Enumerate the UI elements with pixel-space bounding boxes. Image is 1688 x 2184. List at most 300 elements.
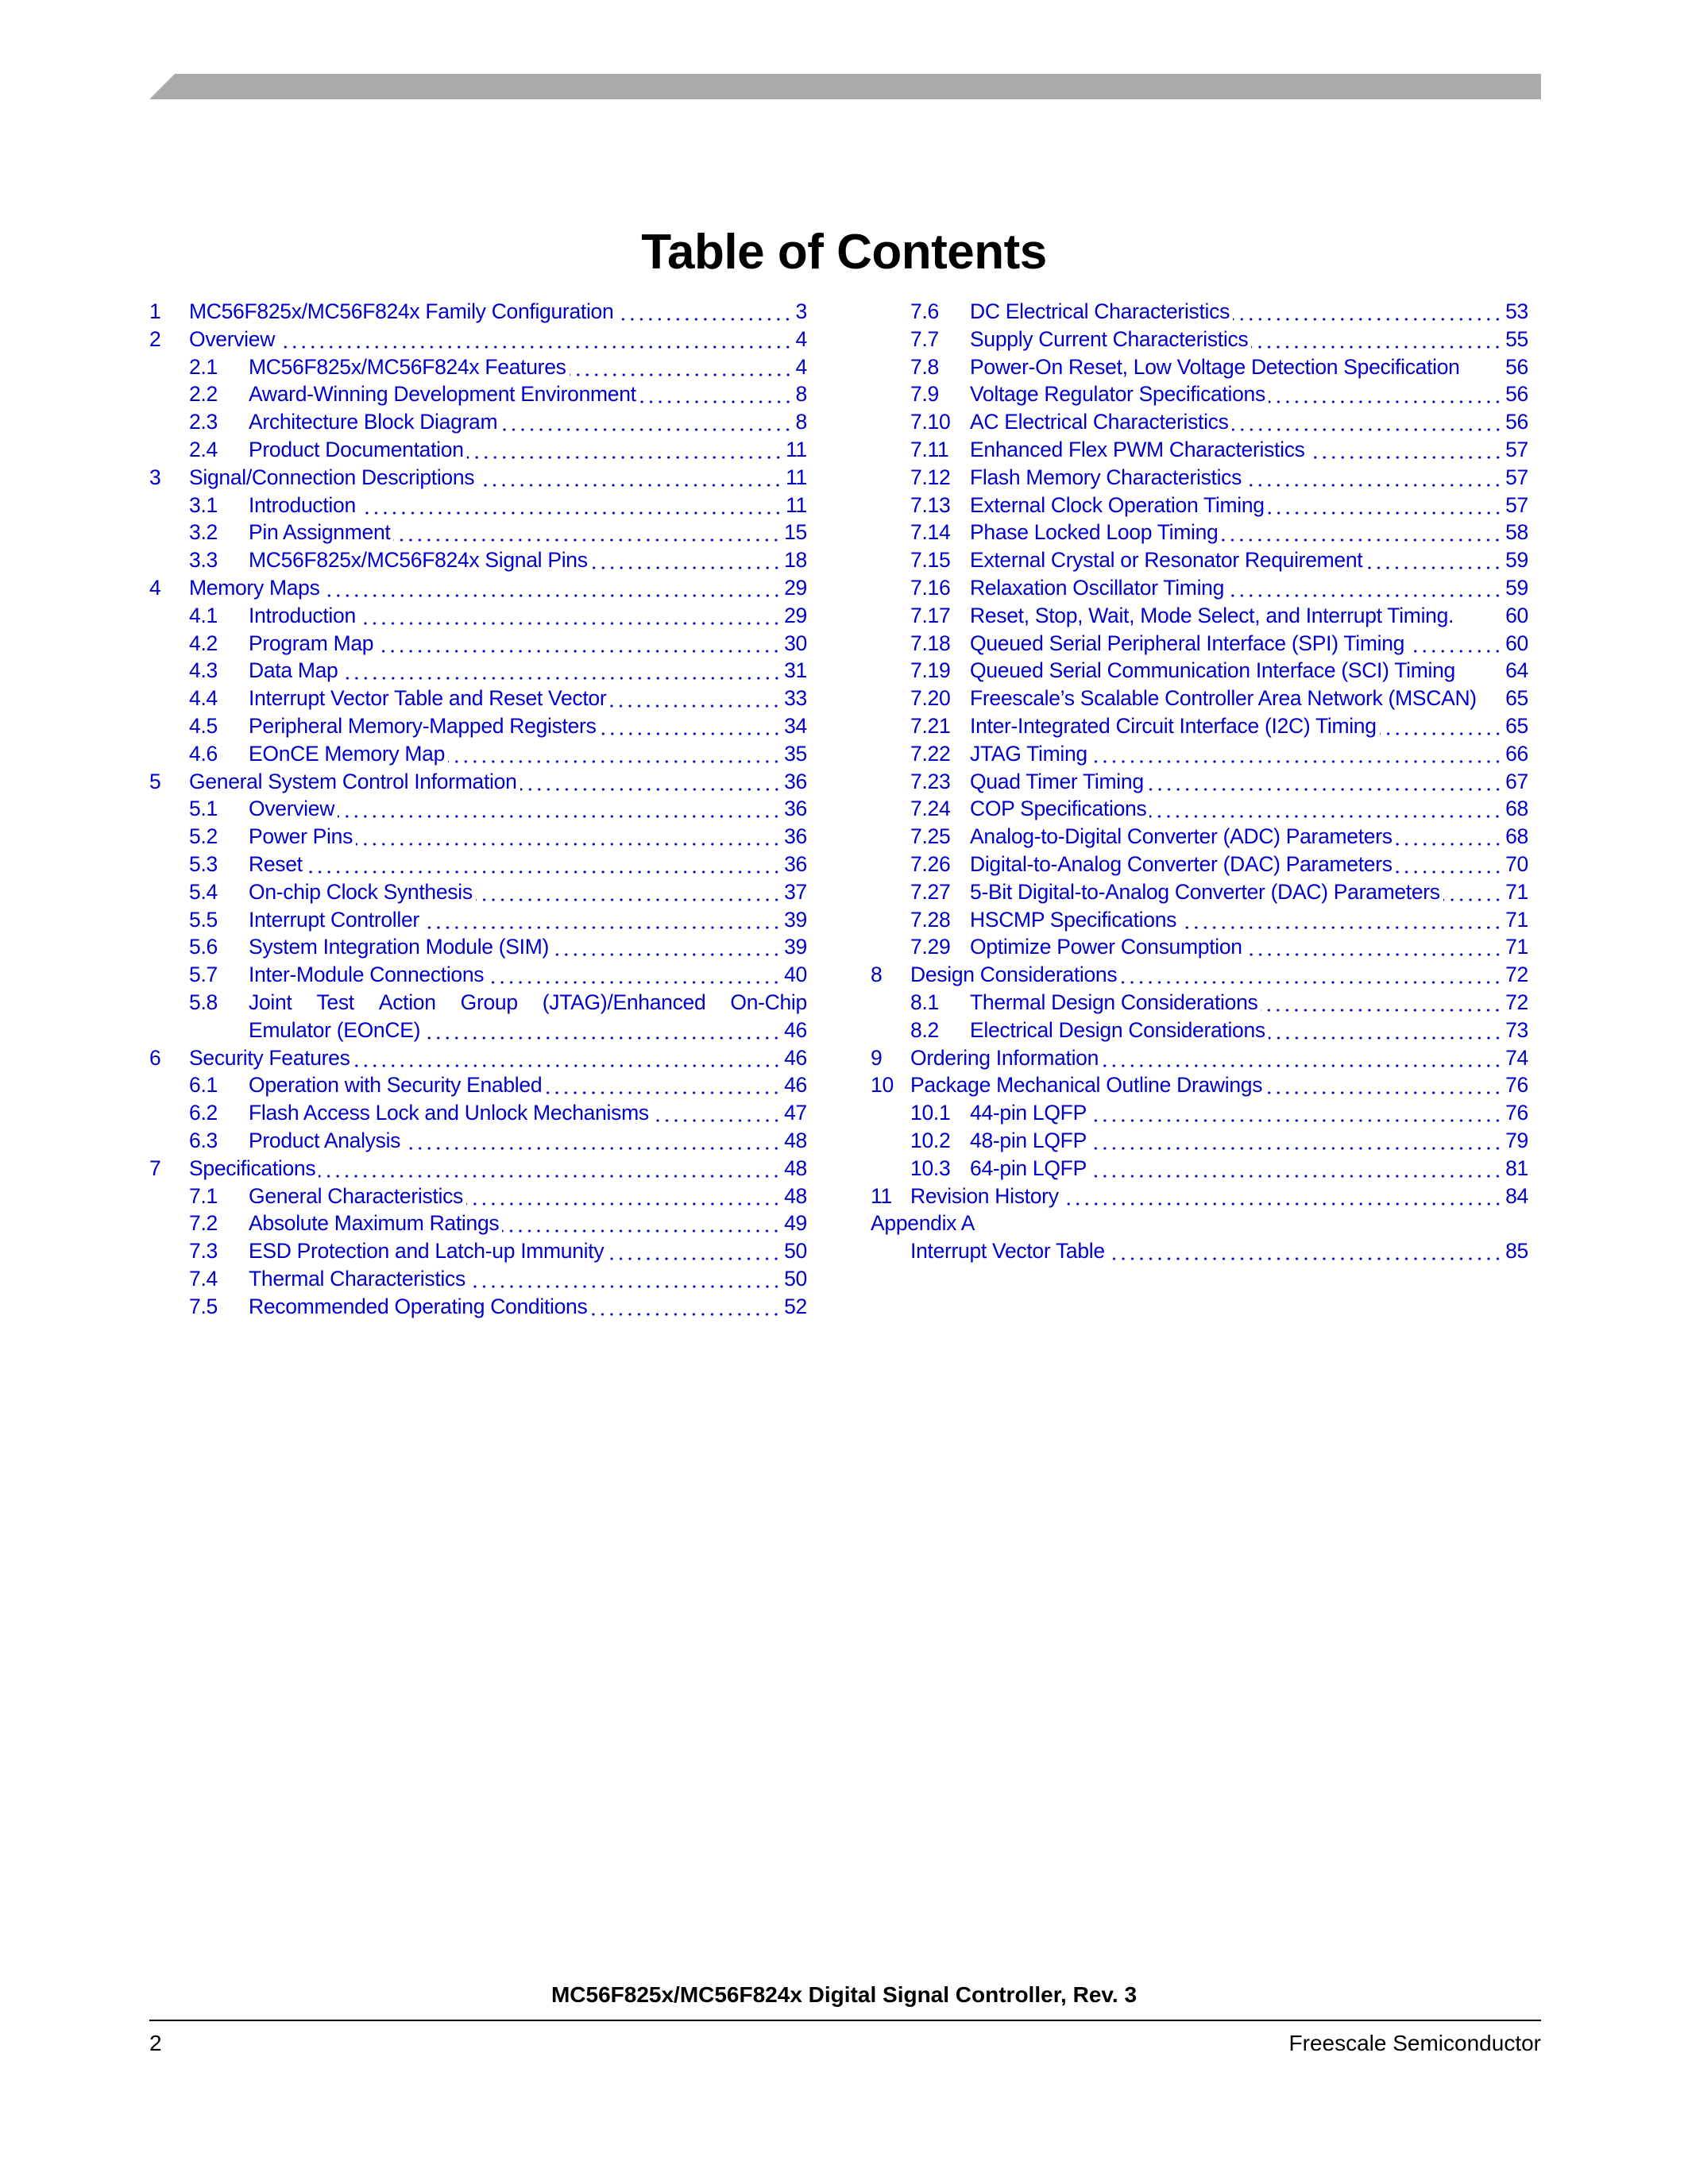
toc-entry-title: Memory Maps <box>189 575 320 600</box>
toc-entry-link[interactable] <box>970 933 1528 961</box>
toc-entry[interactable] <box>871 298 1528 326</box>
toc-entry-page: 60 <box>1505 631 1528 655</box>
toc-entry-link[interactable] <box>970 602 1528 630</box>
toc-entry-title: Introduction <box>249 603 356 627</box>
toc-entry-page: 58 <box>1505 520 1528 545</box>
toc-entry-word: Joint <box>249 990 292 1014</box>
toc-entry-number: 7.7 <box>910 326 939 351</box>
toc-entry-link[interactable] <box>970 326 1528 353</box>
toc-entry-link[interactable] <box>249 851 807 878</box>
toc-entry-link[interactable] <box>970 657 1528 685</box>
toc-entry-number: 4.3 <box>189 658 218 683</box>
toc-entry[interactable] <box>149 630 807 658</box>
header-bar <box>149 74 1541 99</box>
toc-entry[interactable] <box>149 1183 807 1210</box>
toc-entry-link[interactable] <box>910 1071 1528 1099</box>
toc-entry-link[interactable] <box>249 436 807 464</box>
toc-entry-number: 7.27 <box>910 879 951 904</box>
footer-divider <box>149 2020 1541 2021</box>
toc-entry[interactable] <box>871 851 1528 878</box>
toc-entry-link[interactable] <box>970 906 1528 934</box>
toc-entry-number: 5.1 <box>189 797 218 821</box>
dot-leader <box>477 464 782 492</box>
toc-entry-page: 39 <box>784 907 807 932</box>
toc-entry-title: Design Considerations <box>910 963 1118 987</box>
toc-entry-link[interactable] <box>970 740 1528 768</box>
toc-entry-page: 36 <box>784 851 807 876</box>
toc-entry-title: DC Electrical Characteristics <box>970 299 1230 323</box>
toc-entry[interactable] <box>871 408 1528 436</box>
toc-entry[interactable] <box>871 519 1528 546</box>
toc-entry[interactable] <box>149 1044 807 1072</box>
toc-entry-link[interactable] <box>249 1293 807 1321</box>
toc-entry[interactable] <box>871 933 1528 961</box>
toc-entry[interactable] <box>149 878 807 906</box>
toc-entry-link[interactable] <box>249 1017 807 1044</box>
toc-entry[interactable] <box>149 492 807 519</box>
dot-leader <box>423 1017 781 1044</box>
toc-entry-page: 57 <box>1505 492 1528 517</box>
toc-entry[interactable] <box>871 823 1528 851</box>
toc-entry-link[interactable] <box>970 408 1528 436</box>
toc-entry[interactable] <box>871 1237 1528 1265</box>
toc-entry-link[interactable] <box>970 630 1528 658</box>
toc-entry-link[interactable] <box>249 823 807 851</box>
toc-entry[interactable] <box>871 630 1528 658</box>
toc-entry-number: 5 <box>149 769 161 793</box>
dot-leader <box>1062 1183 1502 1210</box>
toc-entry[interactable] <box>149 464 807 492</box>
toc-entry-title: General System Control Information <box>189 769 517 793</box>
toc-entry-link[interactable] <box>249 989 807 1017</box>
toc-entry[interactable] <box>149 1293 807 1321</box>
toc-entry[interactable] <box>149 1265 807 1293</box>
toc-entry-link[interactable] <box>970 380 1528 408</box>
dot-leader <box>520 768 782 796</box>
toc-entry-page: 11 <box>786 437 807 461</box>
dot-leader <box>448 740 781 768</box>
toc-entry-link[interactable] <box>249 1099 807 1127</box>
toc-entry-link[interactable] <box>910 1044 1528 1072</box>
toc-entry-page: 50 <box>784 1239 807 1264</box>
toc-entry-page: 73 <box>1505 1017 1528 1042</box>
toc-entry[interactable] <box>871 906 1528 934</box>
toc-entry-number: 5.3 <box>189 851 218 876</box>
toc-entry-title: MC56F825x/MC56F824x Signal Pins <box>249 548 588 573</box>
toc-entry[interactable] <box>149 574 807 602</box>
toc-entry-title: Reset <box>249 851 303 876</box>
toc-entry-number: 5.5 <box>189 907 218 932</box>
toc-entry-number: 7.9 <box>910 382 939 407</box>
dot-leader <box>1090 1127 1502 1155</box>
toc-entry-page: 46 <box>784 1017 807 1042</box>
toc-entry-number: 7.25 <box>910 824 951 849</box>
toc-entry[interactable] <box>149 1127 807 1155</box>
dot-leader <box>1090 1155 1502 1183</box>
toc-entry-link[interactable] <box>189 1155 807 1183</box>
toc-entry-link[interactable] <box>970 795 1528 823</box>
dot-leader <box>306 851 781 878</box>
toc-entry[interactable] <box>871 436 1528 464</box>
toc-entry-title: MC56F825x/MC56F824x Features <box>249 354 566 379</box>
toc-entry-link[interactable] <box>249 1237 807 1265</box>
toc-entry-link[interactable] <box>249 630 807 658</box>
toc-entry-link[interactable] <box>249 546 807 574</box>
toc-entry-link[interactable] <box>249 933 807 961</box>
toc-entry[interactable] <box>871 1017 1528 1044</box>
toc-entry-word: Test <box>316 990 354 1014</box>
toc-entry[interactable] <box>149 519 807 546</box>
toc-entry-title: System Integration Module (SIM) <box>249 935 550 959</box>
toc-entry-number: 4 <box>149 575 161 600</box>
toc-entry-title: Overview <box>249 797 335 821</box>
toc-entry-page: 47 <box>784 1101 807 1125</box>
toc-entry-number: 11 <box>871 1183 892 1208</box>
toc-entry-link[interactable] <box>249 1265 807 1293</box>
toc-entry[interactable] <box>149 657 807 685</box>
toc-entry-title: Thermal Design Considerations <box>970 990 1258 1014</box>
toc-entry[interactable] <box>871 795 1528 823</box>
toc-entry-title: External Crystal or Resonator Requirement <box>970 548 1363 573</box>
toc-entry-number: 7.21 <box>910 713 951 738</box>
toc-entry[interactable] <box>149 546 807 574</box>
toc-entry[interactable] <box>871 740 1528 768</box>
toc-entry-number: 4.1 <box>189 603 218 627</box>
toc-entry-page: 76 <box>1505 1073 1528 1098</box>
toc-entry-number: 3 <box>149 465 161 489</box>
toc-entry-link[interactable] <box>249 1071 807 1099</box>
dot-leader <box>1180 906 1502 934</box>
toc-entry[interactable] <box>149 933 807 961</box>
toc-entry[interactable] <box>149 1155 807 1183</box>
toc-entry[interactable] <box>871 492 1528 519</box>
toc-entry-title: Ordering Information <box>910 1045 1099 1070</box>
toc-entry[interactable] <box>871 1127 1528 1155</box>
toc-entry-link[interactable] <box>970 574 1528 602</box>
dot-leader <box>1149 795 1502 823</box>
dot-leader <box>609 685 781 712</box>
toc-entry[interactable] <box>149 685 807 712</box>
dot-leader <box>377 630 781 658</box>
toc-entry-title: Optimize Power Consumption <box>970 935 1242 959</box>
toc-entry-link[interactable] <box>970 519 1528 546</box>
toc-entry-page: 76 <box>1505 1101 1528 1125</box>
toc-entry-link[interactable] <box>970 712 1528 740</box>
toc-entry-link[interactable] <box>970 823 1528 851</box>
dot-leader <box>1408 630 1502 658</box>
toc-entry[interactable] <box>149 353 807 381</box>
toc-entry-number: 7.11 <box>910 437 949 461</box>
toc-entry-link[interactable] <box>910 1183 1528 1210</box>
dot-leader <box>393 519 781 546</box>
dot-leader <box>570 353 793 381</box>
toc-entry-link[interactable] <box>249 712 807 740</box>
toc-entry-page: 72 <box>1505 990 1528 1014</box>
toc-entry[interactable] <box>149 989 807 1017</box>
toc-entry-link[interactable] <box>970 1155 1528 1183</box>
toc-entry-link[interactable] <box>189 768 807 796</box>
toc-entry-number: 5.8 <box>189 990 218 1014</box>
toc-entry-link[interactable] <box>910 1237 1528 1265</box>
toc-entry-page: 56 <box>1505 354 1528 379</box>
toc-entry-link[interactable] <box>970 353 1528 381</box>
footer-company: Freescale Semiconductor <box>1288 2031 1541 2055</box>
toc-entry-number: 10 <box>871 1073 894 1098</box>
toc-entry-number: 3.1 <box>189 492 218 517</box>
toc-entry[interactable] <box>871 878 1528 906</box>
toc-entry-link[interactable] <box>970 436 1528 464</box>
toc-entry-link[interactable] <box>189 574 807 602</box>
toc-right-column <box>871 298 1528 1265</box>
toc-entry-link[interactable] <box>970 1099 1528 1127</box>
dot-leader <box>545 1071 781 1099</box>
toc-entry-page: 18 <box>784 548 807 573</box>
toc-entry-page: 74 <box>1505 1045 1528 1070</box>
toc-entry-page: 85 <box>1505 1239 1528 1264</box>
toc-entry-page: 4 <box>795 326 807 351</box>
toc-entry[interactable] <box>149 1237 807 1265</box>
toc-entry-page: 64 <box>1505 658 1528 683</box>
toc-entry-title: Reset, Stop, Wait, Mode Select, and Interrupt Timing. <box>970 603 1454 627</box>
toc-entry[interactable] <box>871 1044 1528 1072</box>
toc-entry-number: 7.2 <box>189 1211 218 1236</box>
toc-entry[interactable] <box>871 353 1528 381</box>
toc-entry[interactable] <box>871 1155 1528 1183</box>
toc-entry-link[interactable] <box>970 989 1528 1017</box>
toc-entry-link[interactable] <box>910 961 1528 989</box>
toc-entry-title: Security Features <box>189 1045 350 1070</box>
toc-entry-title: Architecture Block Diagram <box>249 410 498 434</box>
toc-entry-page: 71 <box>1505 907 1528 932</box>
toc-entry-title: MC56F825x/MC56F824x Family Configuration <box>189 299 614 323</box>
toc-entry-number: 3.3 <box>189 548 218 573</box>
toc-entry-page: 46 <box>784 1045 807 1070</box>
toc-entry-page: 81 <box>1505 1156 1528 1180</box>
toc-entry[interactable] <box>149 740 807 768</box>
toc-entry-title: HSCMP Specifications <box>970 907 1177 932</box>
toc-entry-link[interactable] <box>249 685 807 712</box>
toc-entry[interactable] <box>871 326 1528 353</box>
toc-entry-number: 7.16 <box>910 575 951 600</box>
toc-entry[interactable] <box>871 464 1528 492</box>
toc-entry[interactable] <box>149 823 807 851</box>
toc-entry[interactable] <box>871 602 1528 630</box>
toc-entry-number: 7.8 <box>910 354 939 379</box>
toc-entry-page: 15 <box>784 520 807 545</box>
toc-entry-number: 7.12 <box>910 465 951 489</box>
toc-entry-page: 59 <box>1505 575 1528 600</box>
toc-entry-page: 56 <box>1505 382 1528 407</box>
dot-leader <box>1251 326 1502 353</box>
toc-entry[interactable] <box>149 768 807 796</box>
dot-leader <box>1246 933 1502 961</box>
toc-entry-title: Introduction <box>249 492 356 517</box>
toc-entry[interactable] <box>149 712 807 740</box>
toc-entry-title: ESD Protection and Latch-up Immunity <box>249 1239 605 1264</box>
dot-leader <box>356 823 781 851</box>
toc-entry-title: Emulator (EOnCE) <box>249 1017 421 1042</box>
toc-entry-page: 59 <box>1505 548 1528 573</box>
toc-entry[interactable] <box>149 602 807 630</box>
toc-entry-link[interactable] <box>249 353 807 381</box>
toc-entry-number: 4.2 <box>189 631 218 655</box>
toc-entry-number: 7.3 <box>189 1239 218 1264</box>
toc-entry[interactable] <box>871 989 1528 1017</box>
toc-entry-number: 6.1 <box>189 1073 218 1098</box>
toc-entry-page: 50 <box>784 1266 807 1291</box>
toc-entry[interactable] <box>871 574 1528 602</box>
dot-leader <box>423 906 781 934</box>
toc-entry-link[interactable] <box>970 492 1528 519</box>
toc-entry-link[interactable] <box>249 657 807 685</box>
toc-entry[interactable] <box>149 298 807 326</box>
toc-entry[interactable] <box>149 795 807 823</box>
toc-entry[interactable] <box>871 1071 1528 1099</box>
toc-entry-page: 57 <box>1505 437 1528 461</box>
dot-leader <box>652 1099 781 1127</box>
dot-leader <box>487 961 781 989</box>
toc-entry[interactable] <box>871 380 1528 408</box>
toc-entry-title: Digital-to-Analog Converter (DAC) Parameters <box>970 851 1393 876</box>
toc-entry-link[interactable] <box>249 878 807 906</box>
toc-entry-page: 60 <box>1505 603 1528 627</box>
toc-entry-link[interactable] <box>249 795 807 823</box>
toc-entry-title: Award-Winning Development Environment <box>249 382 636 407</box>
toc-entry-link[interactable] <box>249 602 807 630</box>
toc-entry[interactable] <box>149 326 807 353</box>
toc-entry[interactable] <box>149 1071 807 1099</box>
toc-entry-title: Inter-Module Connections <box>249 963 485 987</box>
toc-entry-title: JTAG Timing <box>970 741 1087 766</box>
toc-entry-link[interactable] <box>249 1210 807 1237</box>
dot-leader <box>338 795 781 823</box>
toc-entry[interactable] <box>149 851 807 878</box>
toc-entry-title: Package Mechanical Outline Drawings <box>910 1073 1263 1098</box>
toc-entry[interactable] <box>871 685 1528 712</box>
toc-entry-title: Phase Locked Loop Timing <box>970 520 1219 545</box>
toc-entry-number: 5.4 <box>189 879 218 904</box>
toc-entry-title: Power-On Reset, Low Voltage Detection Specification <box>970 354 1460 379</box>
toc-entry-link[interactable] <box>189 1044 807 1072</box>
dot-leader <box>1261 989 1502 1017</box>
toc-entry-link[interactable] <box>189 464 807 492</box>
dot-leader <box>476 878 781 906</box>
dot-leader <box>500 408 792 436</box>
dot-leader <box>1147 768 1502 796</box>
toc-entry-title: Freescale’s Scalable Controller Area Network (MSCAN) <box>970 686 1477 711</box>
dot-leader <box>616 298 792 326</box>
toc-entry[interactable] <box>149 961 807 989</box>
dot-leader <box>1102 1044 1502 1072</box>
toc-entry[interactable] <box>871 1210 1528 1237</box>
toc-entry[interactable] <box>871 657 1528 685</box>
toc-entry[interactable] <box>871 1183 1528 1210</box>
toc-entry-link[interactable] <box>970 851 1528 878</box>
toc-entry-link[interactable] <box>249 519 807 546</box>
dot-leader <box>1396 851 1502 878</box>
toc-entry-title: AC Electrical Characteristics <box>970 410 1229 434</box>
toc-entry-link[interactable] <box>970 298 1528 326</box>
toc-entry-link[interactable] <box>249 380 807 408</box>
dot-leader <box>1443 878 1502 906</box>
toc-entry-link[interactable] <box>249 1183 807 1210</box>
toc-entry[interactable] <box>149 408 807 436</box>
toc-entry-link[interactable] <box>970 464 1528 492</box>
toc-entry-link[interactable] <box>970 878 1528 906</box>
toc-entry[interactable] <box>871 712 1528 740</box>
toc-entry[interactable] <box>149 1099 807 1127</box>
dot-leader <box>1090 1099 1502 1127</box>
dot-leader <box>1269 380 1502 408</box>
dot-leader <box>591 546 781 574</box>
toc-entry-number: 5.2 <box>189 824 218 849</box>
toc-entry-title: Queued Serial Communication Interface (SCI) Timing <box>970 658 1455 683</box>
toc-entry-link[interactable] <box>249 492 807 519</box>
toc-entry-title: Program Map <box>249 631 374 655</box>
toc-entry-page: 36 <box>784 769 807 793</box>
toc-entry[interactable] <box>149 1017 807 1044</box>
toc-entry-link[interactable] <box>189 326 807 353</box>
toc-entry-link[interactable] <box>249 740 807 768</box>
toc-entry-number: 7.23 <box>910 769 951 793</box>
toc-entry-link[interactable] <box>970 768 1528 796</box>
toc-entry-number: 4.5 <box>189 713 218 738</box>
toc-entry[interactable] <box>871 546 1528 574</box>
toc-entry-page: 68 <box>1505 797 1528 821</box>
toc-entry-link[interactable] <box>970 1017 1528 1044</box>
toc-entry-title: Specifications <box>189 1156 316 1180</box>
toc-entry[interactable] <box>871 768 1528 796</box>
toc-entry-title: Overview <box>189 326 276 351</box>
toc-entry-link[interactable] <box>970 546 1528 574</box>
toc-entry-link[interactable] <box>249 408 807 436</box>
toc-entry[interactable] <box>149 436 807 464</box>
toc-entry-link[interactable] <box>970 1127 1528 1155</box>
toc-entry-page: 72 <box>1505 963 1528 987</box>
toc-entry[interactable] <box>149 380 807 408</box>
dot-leader <box>590 1293 781 1321</box>
toc-entry-number: 5.7 <box>189 963 218 987</box>
dot-leader <box>466 1183 781 1210</box>
toc-entry-link[interactable] <box>249 961 807 989</box>
toc-entry-link[interactable] <box>249 906 807 934</box>
toc-entry-number: 2 <box>149 326 161 351</box>
toc-entry-number: 7.1 <box>189 1183 218 1208</box>
toc-entry-title: Supply Current Characteristics <box>970 326 1249 351</box>
toc-entry-page: 34 <box>784 713 807 738</box>
toc-entry-title: 44-pin LQFP <box>970 1101 1087 1125</box>
toc-entry-number: 7 <box>149 1156 161 1180</box>
dot-leader <box>1245 464 1502 492</box>
toc-entry-page: 31 <box>784 658 807 683</box>
toc-entry-number: 7.15 <box>910 548 951 573</box>
toc-entry-link[interactable] <box>189 298 807 326</box>
toc-entry-number: 4.6 <box>189 741 218 766</box>
dot-leader <box>353 1044 782 1072</box>
toc-entry-word: Group <box>460 990 518 1014</box>
toc-entry[interactable] <box>871 961 1528 989</box>
toc-entry-title: Absolute Maximum Ratings <box>249 1211 500 1236</box>
toc-entry-title: Revision History <box>910 1183 1059 1208</box>
toc-entry-number: 7.29 <box>910 935 951 959</box>
toc-entry-link[interactable] <box>970 685 1528 712</box>
toc-entry[interactable] <box>149 906 807 934</box>
toc-entry-number: 7.4 <box>189 1266 218 1291</box>
toc-entry-link[interactable] <box>249 1127 807 1155</box>
toc-entry-title: Power Pins <box>249 824 353 849</box>
toc-entry[interactable] <box>871 1099 1528 1127</box>
toc-entry[interactable] <box>149 1210 807 1237</box>
